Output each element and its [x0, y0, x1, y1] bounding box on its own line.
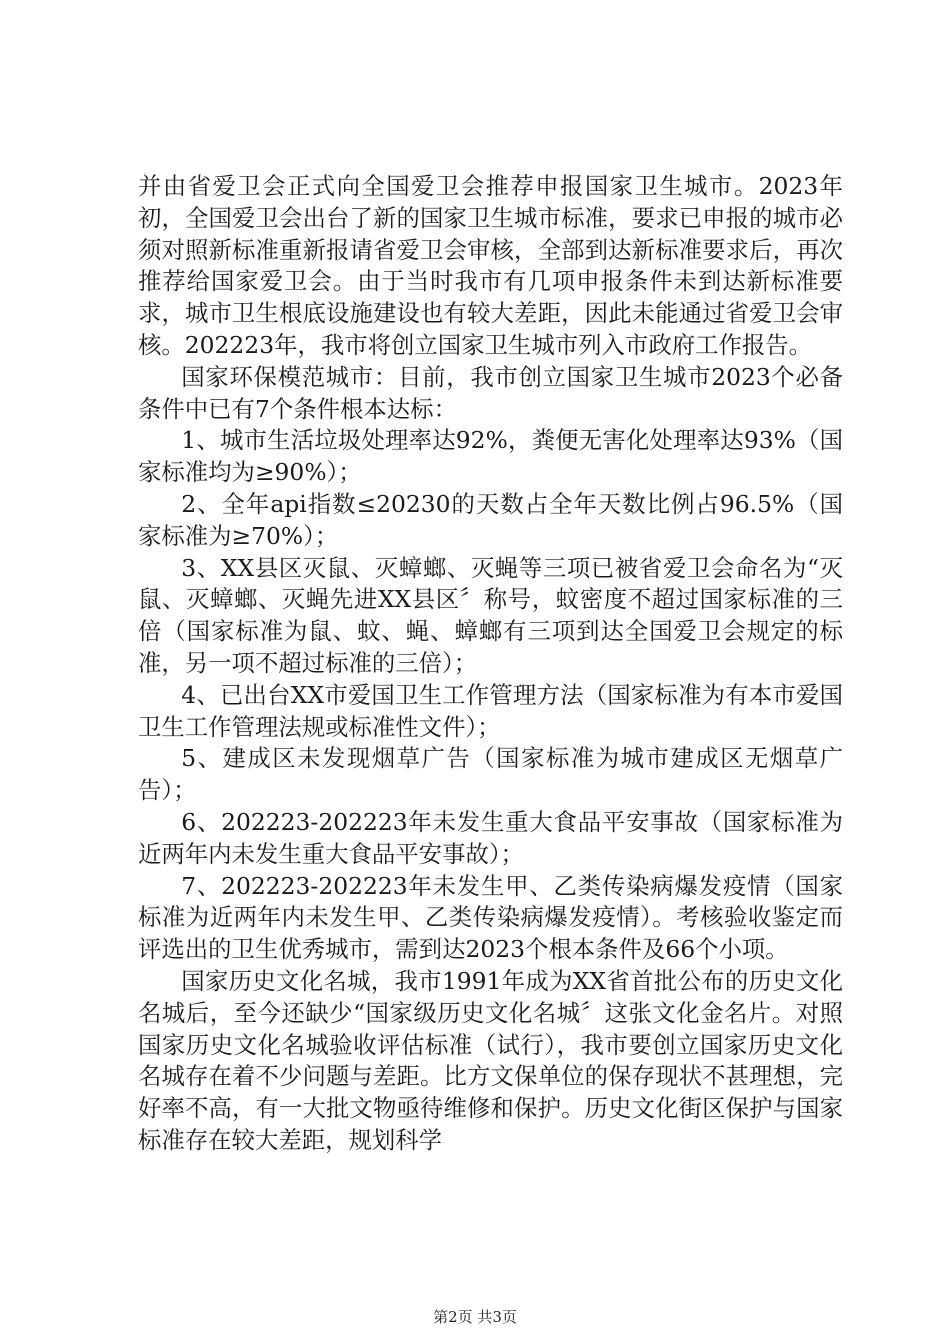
list-item-6: 6、202223-202223年未发生重大食品平安事故（国家标准为近两年内未发生重大食品平安事故）； [138, 807, 843, 868]
list-item-5: 5、建成区未发现烟草广告（国家标准为城市建成区无烟草广告）； [138, 744, 843, 805]
list-item-1: 1、城市生活垃圾处理率达92%，粪便无害化处理率达93%（国家标准均为≥90%）； [138, 426, 843, 487]
paragraph-continuation: 并由省爱卫会正式向全国爱卫会推荐申报国家卫生城市。2023年初，全国爱卫会出台了新的国家卫生城市标准，要求已申报的城市必须对照新标准重新报请省爱卫会审核，全部到达新标准要求后，再次推荐给国家爱卫会。由于当时我市有几项申报条件未到达新标准要求，城市卫生根底设施建设也有较大差距，因此未能通过省爱卫会审核。202223年，我市将创立国家卫生城市列入市政府工作报告。 [138, 172, 843, 359]
paragraph-historic-city: 国家历史文化名城，我市1991年成为XX省首批公布的历史文化名城后，至今还缺少“国家级历史文化名城〞这张文化金名片。对照国家历史文化名城验收评估标准（试行），我市要创立国家历史文化名城存在着不少问题与差距。比方文保单位的保存现状不甚理想，完好率不高，有一大批文物亟待维修和保护。历史文化街区保护与国家标准存在较大差距，规划科学 [138, 966, 843, 1154]
list-item-2: 2、全年api指数≤20230的天数占全年天数比例占96.5%（国家标准为≥70%）； [138, 489, 843, 550]
list-item-3: 3、XX县区灭鼠、灭蟑螂、灭蝇等三项已被省爱卫会命名为“灭鼠、灭蟑螂、灭蝇先进XX县区〞称号，蚊密度不超过国家标准的三倍（国家标准为鼠、蚊、蝇、蟑螂有三项到达全国爱卫会规定的标准，另一项不超过标准的三倍）； [138, 553, 843, 677]
paragraph-environmental-model-city: 国家环保模范城市：目前，我市创立国家卫生城市2023个必备条件中已有7个条件根本达标： [138, 362, 843, 423]
page-footer: 第2页 共3页 [433, 1308, 517, 1326]
list-item-4: 4、已出台XX市爱国卫生工作管理方法（国家标准为有本市爱国卫生工作管理法规或标准性文件）； [138, 680, 843, 741]
document-body [138, 171, 843, 1157]
list-item-7: 7、202223-202223年未发生甲、乙类传染病爆发疫情（国家标准为近两年内未发生甲、乙类传染病爆发疫情）。考核验收鉴定而评选出的卫生优秀城市，需到达2023个根本条件及66个小项。 [138, 871, 843, 964]
